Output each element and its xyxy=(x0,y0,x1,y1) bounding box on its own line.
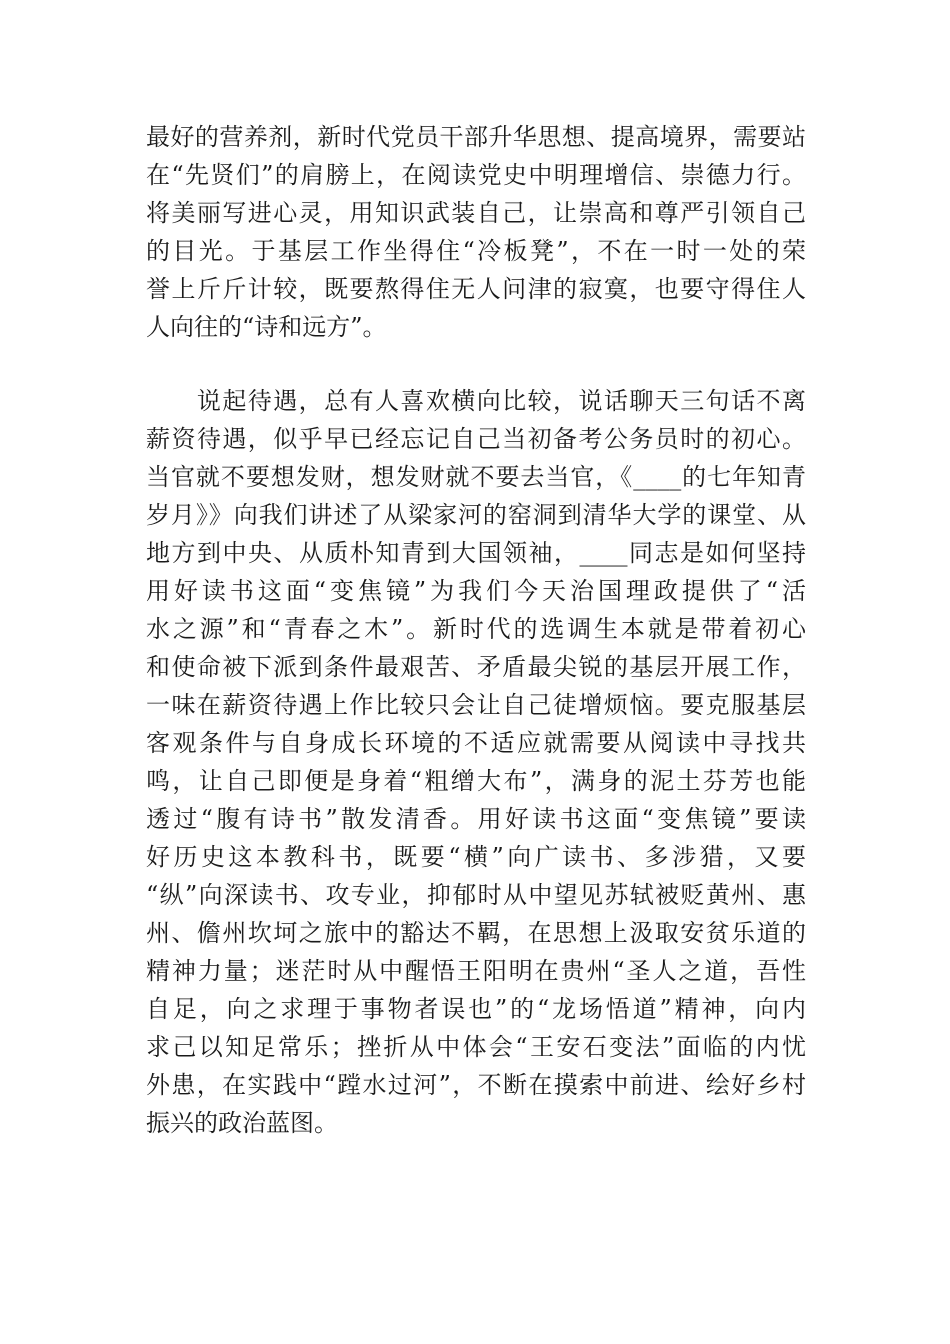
paragraph-line: 鸣，让自己即便是身着“粗缯大布”，满身的泥土芬芳也能 xyxy=(146,767,806,795)
paragraph-line: 求己以知足常乐；挫折从中体会“王安石变法”面临的内忧 xyxy=(146,1033,806,1061)
paragraph-line: 的目光。于基层工作坐得住“冷板凳”，不在一时一处的荣 xyxy=(146,237,806,265)
paragraph-1 xyxy=(146,118,806,346)
paragraph-line: 用好读书这面“变焦镜”为我们今天治国理政提供了“活 xyxy=(146,577,806,605)
paragraph-line: 客观条件与自身成长环境的不适应就需要从阅读中寻找共 xyxy=(146,729,806,757)
paragraph-line: 和使命被下派到条件最艰苦、矛盾最尖锐的基层开展工作， xyxy=(146,653,806,681)
paragraph-line: 精神力量；迷茫时从中醒悟王阳明在贵州“圣人之道，吾性 xyxy=(146,957,806,985)
paragraph-line: 誉上斤斤计较，既要熬得住无人问津的寂寞，也要守得住人 xyxy=(146,275,806,303)
paragraph-line: 州、儋州坎坷之旅中的豁达不羁，在思想上汲取安贫乐道的 xyxy=(146,919,806,947)
paragraph-line: “纵”向深读书、攻专业，抑郁时从中望见苏轼被贬黄州、惠 xyxy=(146,881,806,909)
paragraph-2 xyxy=(146,382,806,1142)
paragraph-line: 薪资待遇，似乎早已经忘记自己当初备考公务员时的初心。 xyxy=(146,425,806,453)
paragraph-line: 一味在薪资待遇上作比较只会让自己徒增烦恼。要克服基层 xyxy=(146,691,806,719)
paragraph-line: 水之源”和“青春之木”。新时代的选调生本就是带着初心 xyxy=(146,615,806,643)
paragraph-line: 地方到中央、从质朴知青到大国领袖，____同志是如何坚持 xyxy=(146,539,806,567)
paragraph-line: 说起待遇，总有人喜欢横向比较，说话聊天三句话不离 xyxy=(146,387,806,415)
paragraph-line: 好历史这本教科书，既要“横”向广读书、多涉猎，又要 xyxy=(146,843,806,871)
paragraph-line: 岁月》》向我们讲述了从梁家河的窑洞到清华大学的课堂、从 xyxy=(146,501,806,529)
paragraph-line: 外患，在实践中“蹚水过河”，不断在摸索中前进、绘好乡村 xyxy=(146,1071,806,1099)
paragraph-line: 当官就不要想发财，想发财就不要去当官，《____的七年知青 xyxy=(146,463,806,491)
paragraph-line: 在“先贤们”的肩膀上，在阅读党史中明理增信、崇德力行。 xyxy=(146,161,806,189)
paragraph-line: 最好的营养剂，新时代党员干部升华思想、提高境界，需要站 xyxy=(146,123,806,151)
paragraph-line: 透过“腹有诗书”散发清香。用好读书这面“变焦镜”要读 xyxy=(146,805,806,833)
paragraph-line: 人向往的“诗和远方”。 xyxy=(146,313,387,341)
paragraph-line: 将美丽写进心灵，用知识武装自己，让崇高和尊严引领自己 xyxy=(146,199,806,227)
paragraph-line: 自足，向之求理于事物者误也”的“龙场悟道”精神，向内 xyxy=(146,995,806,1023)
paragraph-line: 振兴的政治蓝图。 xyxy=(146,1109,338,1137)
